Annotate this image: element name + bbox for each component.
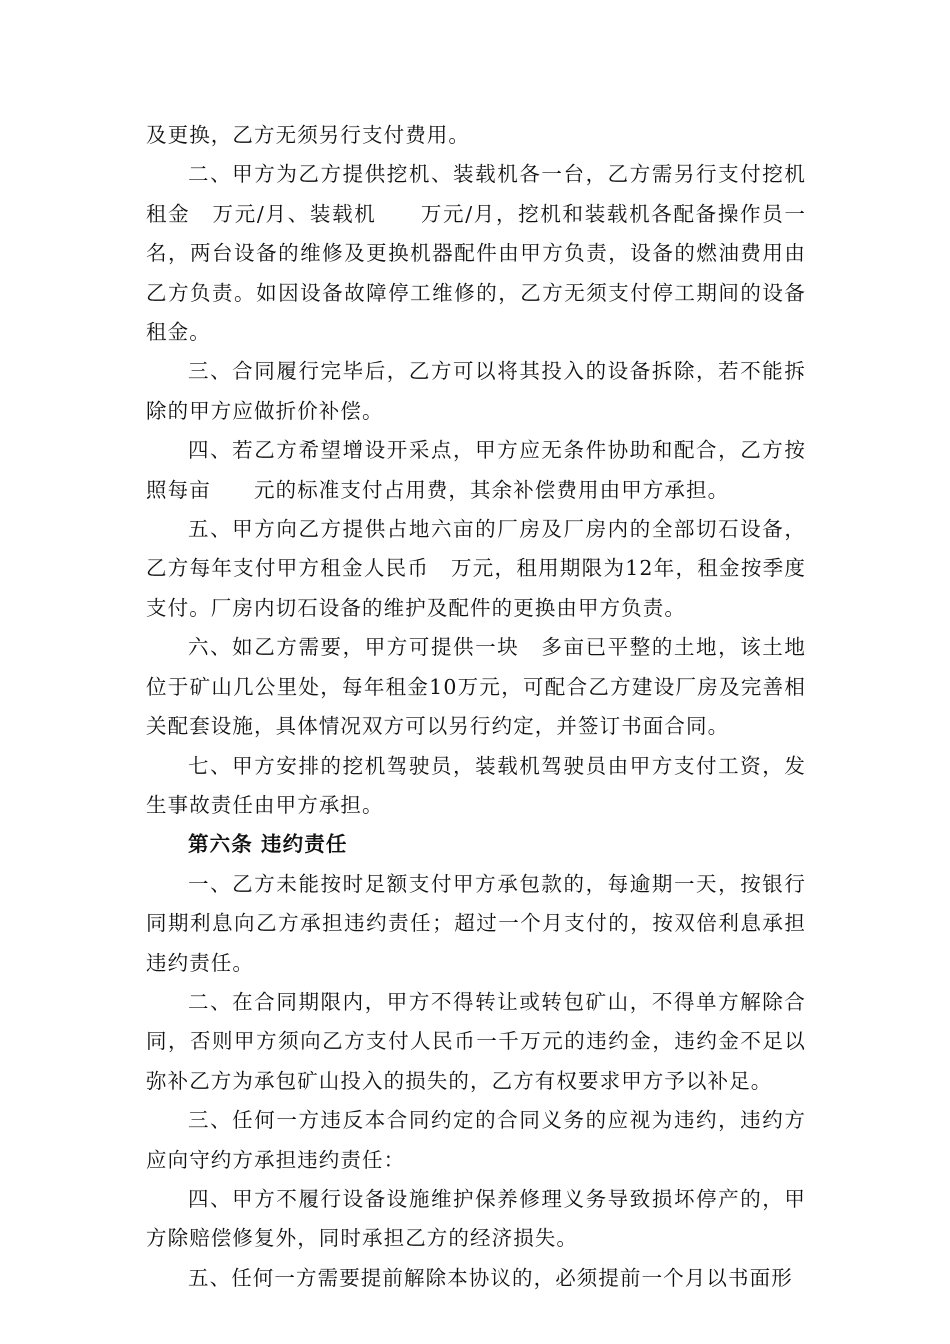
paragraph-land-lease: 六、如乙方需要，甲方可提供一块 多亩已平整的土地，该土地位于矿山几公里处，每年租金10万元，可配合乙方建设厂房及完善相关配套设施，具体情况双方可以另行约定，并签订书面合同。 [146, 635, 806, 739]
document-body [146, 116, 806, 1298]
paragraph-continuation: 及更换，乙方无须另行支付费用。 [146, 123, 470, 147]
paragraph-no-transfer: 二、在合同期限内，甲方不得转让或转包矿山，不得单方解除合同，否则甲方须向乙方支付人民币一千万元的违约金，违约金不足以弥补乙方为承包矿山投入的损失的，乙方有权要求甲方予以补足。 [146, 989, 806, 1093]
paragraph-breach-general: 三、任何一方违反本合同约定的合同义务的应视为违约，违约方应向守约方承担违约责任： [146, 1108, 806, 1172]
paragraph-new-mining-point: 四、若乙方希望增设开采点，甲方应无条件协助和配合，乙方按照每亩 元的标准支付占用费，其余补偿费用由甲方承担。 [146, 438, 806, 502]
paragraph-factory-lease: 五、甲方向乙方提供占地六亩的厂房及厂房内的全部切石设备，乙方每年支付甲方租金人民币 万元，租用期限为12年，租金按季度支付。厂房内切石设备的维护及配件的更换由甲方负责。 [146, 517, 806, 620]
section-heading-breach-liability: 第六条 违约责任 [188, 832, 348, 857]
paragraph-equipment-rental: 二、甲方为乙方提供挖机、装载机各一台，乙方需另行支付挖机租金 万元/月、装载机 万元/月，挖机和装载机各配备操作员一名，两台设备的维修及更换机器配件由甲方负责，设备的燃油费用由乙方负责。如因设备故障停工维修的，乙方无须支付停工期间的设备租金。 [146, 162, 806, 345]
paragraph-early-termination: 五、任何一方需要提前解除本协议的，必须提前一个月以书面形 [188, 1265, 793, 1290]
paragraph-late-payment: 一、乙方未能按时足额支付甲方承包款的，每逾期一天，按银行同期利息向乙方承担违约责任；超过一个月支付的，按双倍利息承担违约责任。 [146, 871, 806, 975]
paragraph-maintenance-failure: 四、甲方不履行设备设施维护保养修理义务导致损坏停产的，甲方除赔偿修复外，同时承担乙方的经济损失。 [146, 1186, 806, 1251]
paragraph-equipment-removal: 三、合同履行完毕后，乙方可以将其投入的设备拆除，若不能拆除的甲方应做折价补偿。 [146, 359, 806, 423]
paragraph-drivers: 七、甲方安排的挖机驾驶员，装载机驾驶员由甲方支付工资，发生事故责任由甲方承担。 [146, 753, 806, 817]
